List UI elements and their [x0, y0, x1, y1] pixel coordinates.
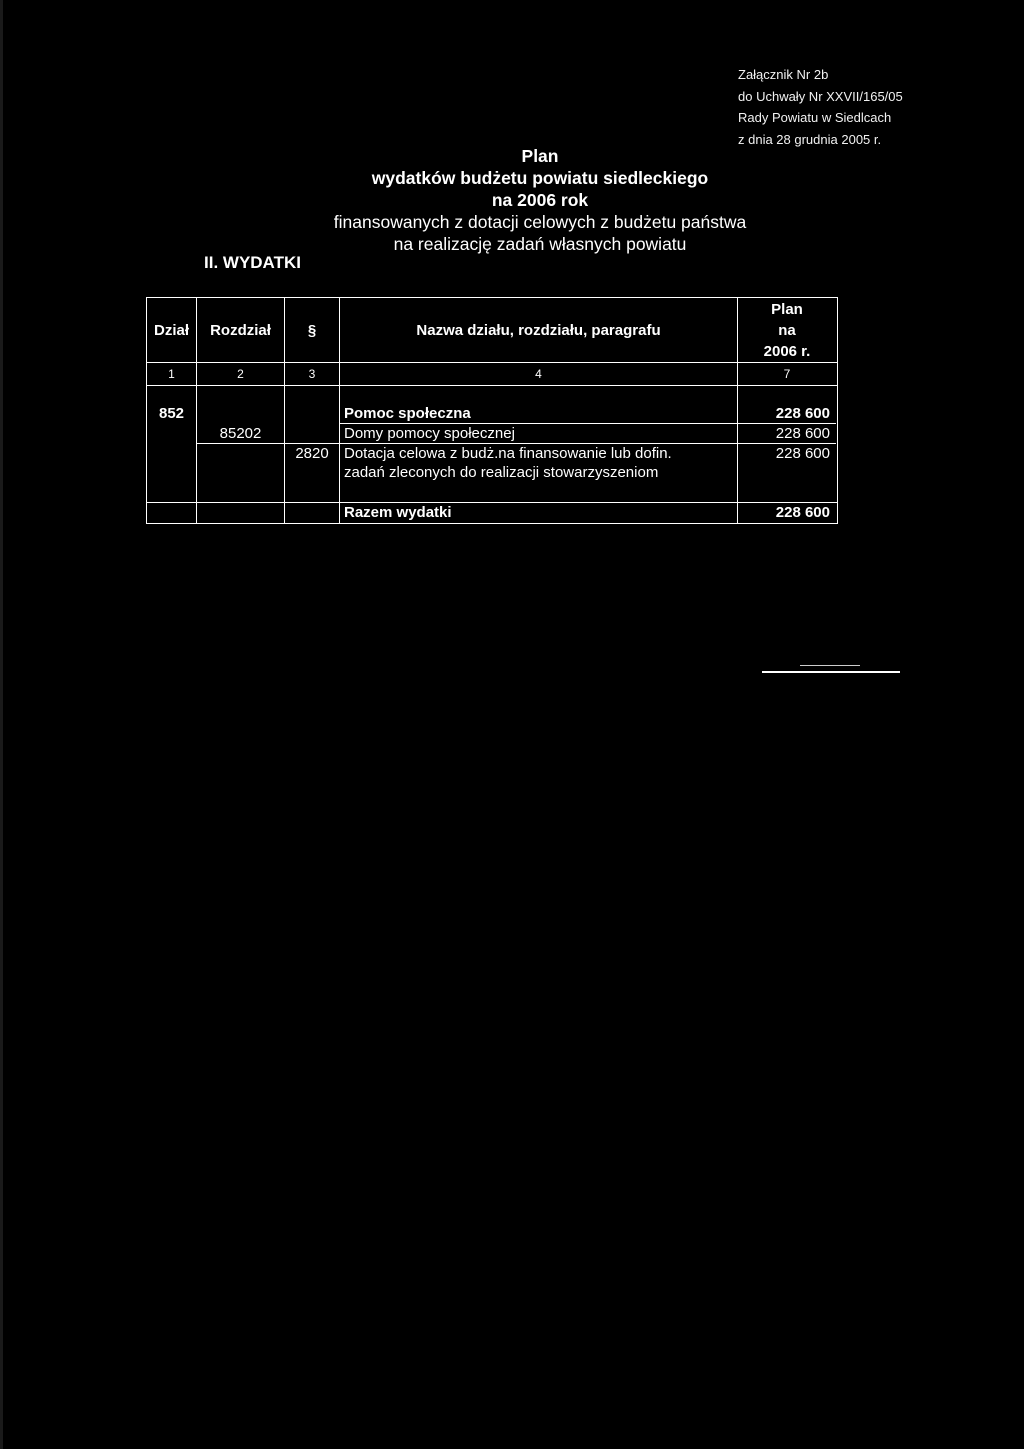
cell-paragraf: 2820: [285, 444, 340, 502]
total-empty-cell: [147, 503, 197, 523]
title-line-3: na 2006 rok: [491, 190, 589, 210]
header-paragraf: §: [285, 298, 340, 362]
cell-dzial: 852: [147, 404, 197, 424]
header-plan: [738, 298, 836, 362]
total-empty-cell: [197, 503, 285, 523]
column-number-row: [147, 363, 837, 386]
attachment-line-4: z dnia 28 grudnia 2005 r.: [738, 131, 882, 147]
spacer-cell: [285, 386, 340, 404]
title-line-4: finansowanych z dotacji celowych z budżetu państwa: [333, 212, 747, 232]
header-plan-line-3: 2006 r.: [763, 342, 811, 360]
signature-stroke: [800, 665, 860, 666]
cell-plan: 228 600: [738, 424, 836, 444]
total-empty-cell: [285, 503, 340, 523]
spacer-cell: [738, 386, 836, 404]
cell-rozdzial: 85202: [197, 424, 285, 444]
total-label: Razem wydatki: [340, 503, 738, 523]
header-plan-line-2: na: [778, 321, 796, 339]
header-rozdzial: Rozdział: [197, 298, 285, 362]
signature-line: [762, 671, 900, 673]
cell-paragraf: [285, 424, 340, 444]
total-row: [147, 502, 837, 523]
cell-rozdzial: [197, 404, 285, 424]
column-number: 2: [197, 363, 285, 385]
cell-paragraf: [285, 404, 340, 424]
spacer-cell: [340, 386, 738, 404]
attachment-note: [738, 64, 998, 150]
cell-dzial: [147, 444, 197, 502]
attachment-line-3: Rady Powiatu w Siedlcach: [738, 110, 892, 125]
title-line-2: wydatków budżetu powiatu siedleckiego: [371, 168, 709, 188]
cell-dzial: [147, 424, 197, 444]
title-line-1: Plan: [521, 146, 559, 166]
section-label: II. WYDATKI: [204, 253, 301, 272]
cell-plan: 228 600: [775, 445, 830, 462]
cell-plan: 228 600: [738, 404, 836, 424]
column-number: 4: [340, 363, 738, 385]
cell-nazwa-line-2: zadań zleconych do realizacji stowarzyszeniom: [344, 464, 659, 481]
table-row: [147, 444, 837, 502]
cell-nazwa: Domy pomocy społecznej: [340, 424, 738, 444]
scan-edge: [0, 0, 3, 1449]
expenditure-table: [146, 297, 838, 524]
header-dzial: Dział: [147, 298, 197, 362]
column-number: 3: [285, 363, 340, 385]
document-title: [300, 145, 780, 255]
attachment-line-1: Załącznik Nr 2b: [738, 67, 829, 82]
cell-nazwa: [340, 444, 738, 502]
cell-nazwa-line-1: Dotacja celowa z budż.na finansowanie lub dofin.: [344, 445, 672, 462]
table-row: [147, 404, 837, 424]
spacer-cell: [197, 386, 285, 404]
table-row: [147, 424, 837, 444]
total-value: 228 600: [775, 504, 830, 521]
table-header-row: [147, 298, 837, 363]
cell-nazwa: Pomoc społeczna: [340, 404, 738, 424]
column-number: 7: [783, 367, 791, 381]
column-number: 1: [147, 363, 197, 385]
header-nazwa: Nazwa działu, rozdziału, paragrafu: [340, 298, 738, 362]
cell-rozdzial: [197, 444, 285, 502]
header-plan-line-1: Plan: [771, 300, 803, 318]
attachment-line-2: do Uchwały Nr XXVII/165/05: [738, 88, 903, 104]
title-line-5: na realizację zadań własnych powiatu: [393, 234, 687, 254]
spacer-row: [147, 386, 837, 404]
spacer-cell: [147, 386, 197, 404]
